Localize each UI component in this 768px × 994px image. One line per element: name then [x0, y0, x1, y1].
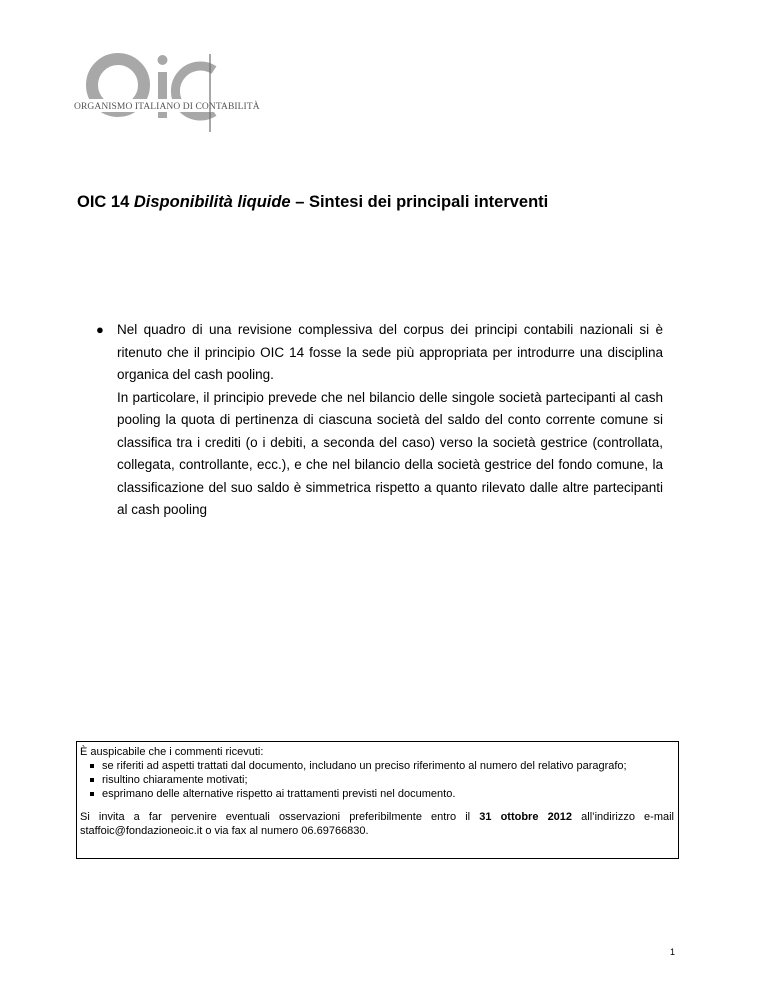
bullet-text [117, 319, 663, 522]
notice-item: se riferiti ad aspetti trattati dal documento, includano un preciso riferimento al numero del relativo paragrafo; [94, 759, 674, 773]
oic-logo [62, 50, 260, 135]
bullet-paragraph-2: In particolare, il principio prevede che nel bilancio delle singole società partecipanti al cash pooling la quota di pertinenza di ciascuna società del saldo del conto corrente comune si classifica tra i crediti (o i debiti, a seconda del caso) verso la società gestrice (controllata, collegata, controllante, ecc.), e che nel bilancio della società gestrice del fondo comune, la classificazione del suo saldo è simmetrica rispetto a quanto rilevato dalle altre partecipanti al cash pooling [117, 389, 663, 517]
comments-notice-box [76, 741, 679, 859]
title-prefix: OIC 14 [77, 193, 134, 211]
notice-deadline: 31 ottobre 2012 [479, 811, 573, 823]
notice-footer-before: Si invita a far pervenire eventuali osservazioni preferibilmente entro il [80, 811, 480, 823]
notice-footer [80, 810, 674, 838]
bullet-dot-icon: ● [96, 322, 104, 337]
notice-list [80, 759, 674, 801]
bullet-paragraph-1: Nel quadro di una revisione complessiva del corpus dei principi contabili nazionali si è ritenuto che il principio OIC 14 fosse la sede più appropriata per introdurre una disciplina organica del cash pooling. [117, 322, 663, 382]
title-suffix: – Sintesi dei principali interventi [290, 193, 549, 211]
notice-footer-after: all’indirizzo e-mail staffoic@fondazioneoic.it o via fax al numero 06.69766830. [80, 811, 675, 837]
page-number: 1 [670, 947, 676, 957]
notice-item: esprimano delle alternative rispetto ai trattamenti previsti nel documento. [94, 787, 674, 801]
oic-logo-graphic [62, 50, 260, 135]
notice-item: risultino chiaramente motivati; [94, 773, 674, 787]
notice-intro: È auspicabile che i commenti ricevuti: [80, 746, 264, 758]
document-title [77, 193, 548, 212]
logo-org-name: ORGANISMO ITALIANO DI CONTABILITÀ [74, 102, 260, 112]
title-italic: Disponibilità liquide [133, 193, 291, 211]
